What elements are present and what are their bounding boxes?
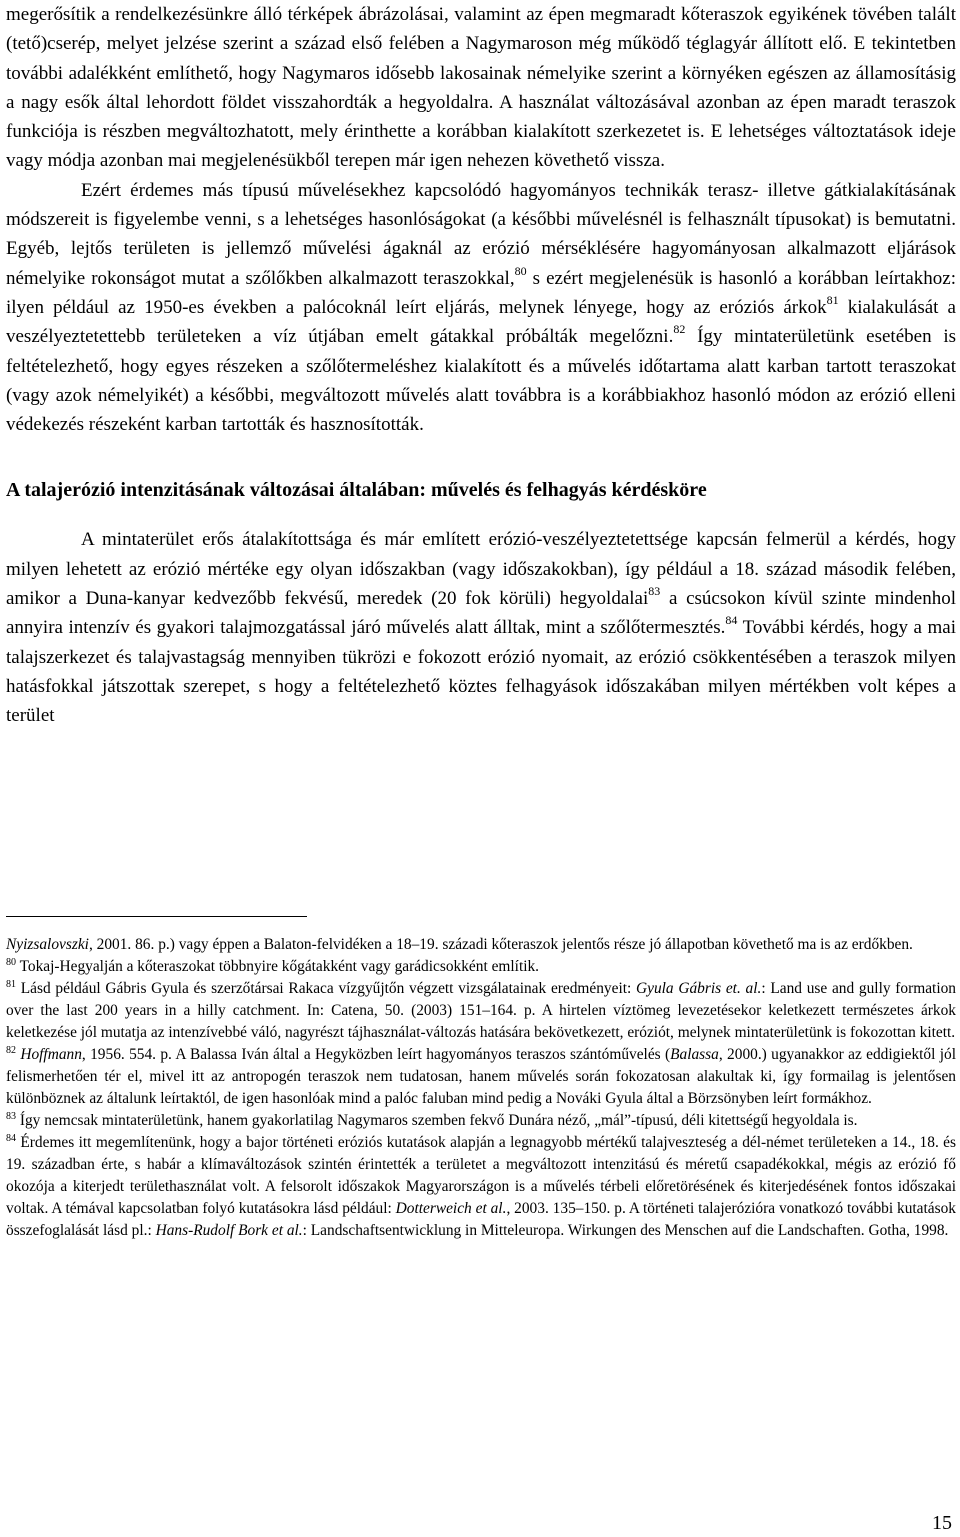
paragraph-1: megerősítik a rendelkezésünkre álló térképek ábrázolásai, valamint az épen megmaradt kőteraszok egyikének tövében talált (tető)cserép, melyet jelzése szerint a század első felében a Nagymaroson még működő téglagyár állított elő. E tekintetben további adalékként említhető, hogy Nagymaros idősebb lakosainak némelyike szerint a környéken egészen az államosításig a nagy esők által lehordott földet visszahordták a hegyoldalra. A használat változásával azonban az épen maradt teraszok funkciója is részben megváltozhatott, mely érinthette a korábban kialakított szerkezetet is. E lehetséges változtatások ideje vagy módja azonban mai megjelenésükből terepen már igen nehezen követhető vissza. [6, 4, 956, 172]
body-text [6, 0, 956, 439]
footnote-text: , 1956. 554. p. A Balassa Iván által a Hegyközben leírt hagyományos teraszos szántóművelés ( [81, 1046, 671, 1063]
footnote-continuation [6, 934, 956, 956]
footnote-number: 81 [6, 979, 16, 990]
text-run: A mintaterület erős átalakítottsága és már említett erózió-veszélyeztetettsége kapcsán felmerül a kérdés, hogy milyen lehetett az erózió mértéke egy olyan időszakban (vagy időszakokban), így például a 18. század második felében, amikor a Duna-kanyar kedvezőbb fekvésű, meredek (20 fok körüli) hegyoldalai [6, 529, 956, 610]
body-text-2 [6, 525, 956, 730]
page-number: 15 [932, 1512, 952, 1534]
footnote-text: Lásd például Gábris Gyula és szerzőtársai Rakaca vízgyűjtőn végzett vizsgálatainak eredményeit: [16, 980, 637, 997]
footnote-ref-84[interactable]: 84 [725, 613, 738, 628]
footnote-84 [6, 1132, 956, 1242]
footnote-81 [6, 978, 956, 1044]
footnote-separator [6, 916, 307, 917]
footnote-text: , 2001. 86. p.) vagy éppen a Balaton-felvidéken a 18–19. századi kőteraszok jelentős része jó állapotban követhető ma is az erdőkben. [88, 936, 913, 953]
footnote-83 [6, 1110, 956, 1132]
footnote-text: , 2000.) ugyanakkor az eddigiektől jól felismerhetően tér el, mivel itt az antropogén teraszok nem tudatosan, hanem művelés során fokozatosan alakultak ki, így formailag is jelentősen különböznek az általunk leírtaktól, de igen hasonlóak mind a palóc faluban mind pedig a Nováki Gyula által a Börzsönyben leírt formákhoz. [6, 1046, 956, 1107]
footnotes [6, 934, 956, 1242]
section-heading: A talajerózió intenzitásának változásai általában: művelés és felhagyás kérdésköre [6, 479, 707, 502]
text-run: Ezért érdemes más típusú művelésekhez kapcsolódó hagyományos technikák terasz- illetve gátkialakításának módszereit is figyelembe venni, s a lehetséges hasonlóságokat (a későbbi művelésnél is felhasznált típusokat) is bemutatni. Egyéb, lejtős területen is jellemző művelési ágaknál az erózió mérséklésére hagyományosan alkalmazott eljárások némelyike rokonságot mutat a szőlőkben alkalmazott teraszokkal, [6, 179, 956, 289]
footnote-text: , 2003. 135–150. p. A történeti talajerózióra vonatkozó további kutatások összefoglalását lásd pl.: [6, 1200, 956, 1239]
text-run: További kérdés, hogy a mai talajszerkezet és talajvastagság mennyiben tükrözi e fokozott erózió nyomait, az erózió csökkentésében a teraszok milyen hatásfokkal játszottak szerepet, s hogy a feltételezhető köztes felhagyások időszakában milyen mértékben volt képes a terület [6, 617, 956, 727]
footnote-number: 84 [6, 1133, 16, 1144]
footnote-number: 80 [6, 957, 16, 968]
footnote-82 [6, 1044, 956, 1110]
text-run: kialakulását a veszélyeztetettebb területeken a víz útjában emelt gátakkal próbálták megelőzni. [6, 296, 956, 348]
text-run: a csúcsokon kívül szinte mindenhol annyira intenzív és gyakori talajmozgatással járó művelés alatt álltak, mint a szőlőtermesztés. [6, 588, 956, 639]
author-name: Nyizsalovszki [6, 936, 89, 953]
author-name: Dotterweich et al. [395, 1200, 507, 1217]
footnote-ref-83[interactable]: 83 [648, 584, 661, 599]
footnote-text: Tokaj-Hegyalján a kőteraszokat többnyire kőgátakként vagy garádicsokként említik. [16, 958, 540, 975]
text-run: Így mintaterületünk esetében is feltételezhető, hogy egyes részeken a szőlőtermeléshez kialakított és a művelés időtartama alatt karban tartott teraszokat (vagy azok némelyikét) a későbbi, megváltozott művelés alatt továbbra is a korábbiakhoz hasonló módon az erózió elleni védekezés részeként karban tartották és hasznosították. [6, 326, 956, 436]
footnote-number: 82 [6, 1045, 16, 1056]
footnote-text: : Landschaftsentwicklung in Mitteleuropa. Wirkungen des Menschen auf die Landschaften. Gotha, 1998. [302, 1222, 949, 1239]
footnote-ref-82[interactable]: 82 [673, 322, 686, 337]
paragraph-3 [6, 525, 956, 730]
footnote-80 [6, 956, 956, 978]
footnote-number: 83 [6, 1111, 16, 1122]
text-run: s ezért megjelenésük is hasonló a korábban leírtakhoz: ilyen például az 1950-es években a palócoknál leírt eljárás, melynek lényege, hogy az eróziós árkok [6, 267, 956, 318]
footnote-ref-80[interactable]: 80 [514, 263, 527, 278]
footnote-ref-81[interactable]: 81 [826, 292, 839, 307]
footnote-text: Így nemcsak mintaterületünk, hanem gyakorlatilag Nagymaros szemben fekvő Dunára néző, „mál”-típusú, déli kitettségű hegyoldala is. [16, 1112, 858, 1129]
footnote-text: Érdemes itt megemlítenünk, hogy a bajor történeti eróziós kutatások alapján a legnagyobb mértékű talajveszteség a dél-német területeken a 14., 18. és 19. században érte, s habár a klímaváltozások szintén érintették a területet a megváltozott intenzitású és méretű csapadékokkal, mégis az erózió fő okozója a kiterjedt területhasználat volt. A felsorolt időszakok Magyarországon is a művelés térbeli előretörésének és kiterjedésének fontos időszakai voltak. A témával kapcsolatban folyó kutatásokra lásd például: [6, 1134, 956, 1217]
author-name: Hans-Rudolf Bork et al. [155, 1222, 303, 1239]
page-content [6, 0, 956, 731]
author-name: Hoffmann [20, 1046, 82, 1063]
footnote-text: : Land use and gully formation over the last 200 years in a hilly catchment. In: Catena, 50. (2003) 151–164. p. A hirtelen víztömeg levezetésekor keletkezett természetes árkok keletkezése jól mutatja az intenzívebbé váló, nagyrészt tájhasználat-változás hatására bekövetkezett, eróziót, melynek mintaterületünk is fokozottan kitett. [6, 980, 956, 1041]
author-name: Balassa [670, 1046, 719, 1063]
paragraph-2 [6, 176, 956, 440]
author-name: Gyula Gábris et. al. [636, 980, 762, 997]
